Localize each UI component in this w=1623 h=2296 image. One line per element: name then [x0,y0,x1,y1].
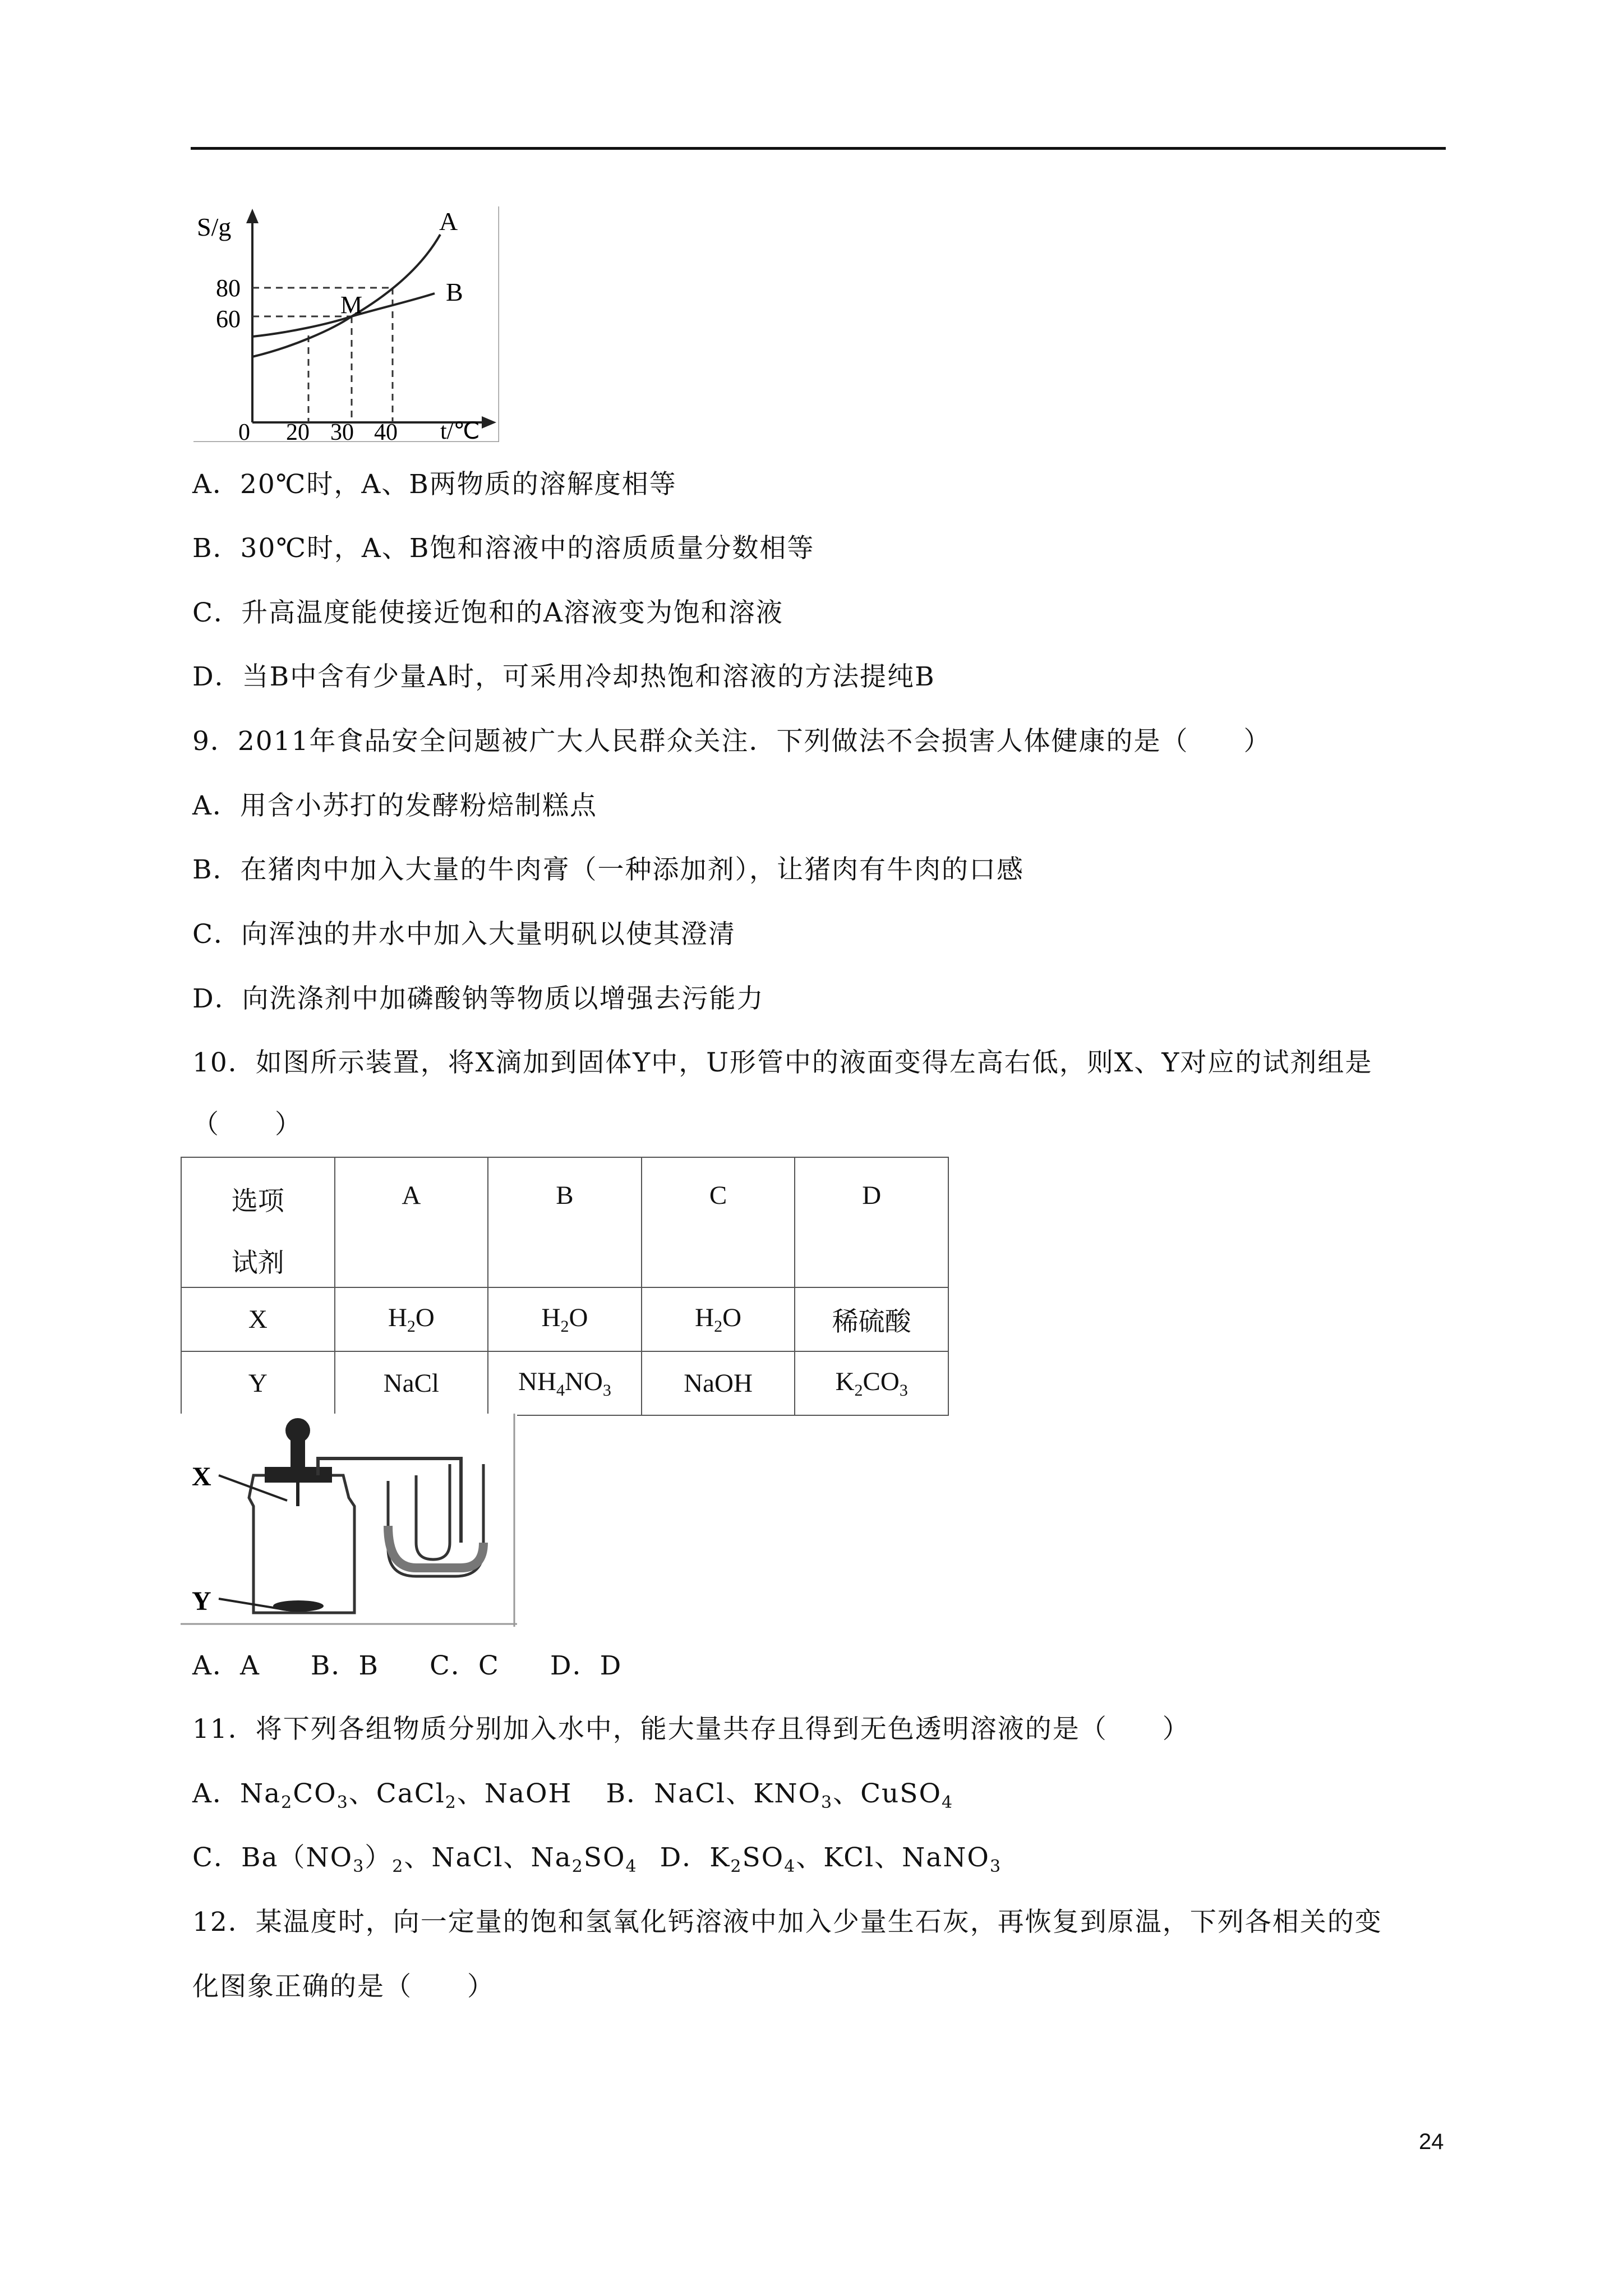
column-header: B [488,1157,642,1287]
reagent-table [181,1157,949,1416]
column-header: D [795,1157,948,1287]
q10-answers [192,1649,672,1683]
row-label-y: Y [181,1351,335,1415]
q10-stem-cont: （ ） [192,1109,302,1140]
page-number: 24 [1419,2129,1444,2154]
y-tick-80: 80 [216,274,241,302]
q8-option-d: D．当B中含有少量A时，可采用冷却热饱和溶液的方法提纯B [192,661,935,692]
q9-stem: 9．2011年食品安全问题被广大人民群众关注．下列做法不会损害人体健康的是（ ） [192,726,1271,757]
x-tick-20: 20 [286,420,310,442]
q12-stem-cont: 化图象正确的是（ ） [192,1971,495,2002]
curve-b-label: B [446,278,463,306]
column-header: A [335,1157,488,1287]
table-cell: $K_2CO_3$ [795,1351,948,1415]
q9-option-b: B．在猪肉中加入大量的牛肉膏（一种添加剂），让猪肉有牛肉的口感 [192,854,1025,885]
q10-answer-c: C．C [429,1650,500,1681]
q10-answer-b: B．B [310,1650,379,1681]
row-label-x: X [181,1287,335,1351]
q11-stem: 11．将下列各组物质分别加入水中，能大量共存且得到无色透明溶液的是（ ） [192,1714,1190,1745]
q10-answer-a: A．A [192,1650,260,1681]
q8-option-b: B．30℃时，A、B饱和溶液中的溶质质量分数相等 [192,533,815,564]
point-m-label: M [340,291,363,319]
y-axis-label: S/g [197,213,232,241]
x-tick-30: 30 [330,420,354,442]
q10-answer-d: D．D [550,1650,623,1681]
column-header: C [642,1157,795,1287]
q11-options-ab: A．$Na_2CO_3$、CaCl$_2$、NaOH B．NaCl、$KNO_3$、CuSO$_4$ [192,1778,954,1812]
x-axis-label: t/℃ [440,418,480,442]
x-tick-40: 40 [374,420,398,442]
q12-stem: 12．某温度时，向一定量的饱和氢氧化钙溶液中加入少量生石灰，再恢复到原温，下列各相关的变 [192,1907,1382,1938]
table-cell: 稀硫酸 [795,1287,948,1351]
label-y: Y [192,1586,211,1616]
header-reagent-label: 试剂 [231,1249,284,1278]
q9-option-c: C．向浑浊的井水中加入大量明矾以使其澄清 [192,919,736,950]
y-tick-60: 60 [216,305,241,333]
q8-option-c: C．升高温度能使接近饱和的A溶液变为饱和溶液 [192,597,783,628]
x-tick-0: 0 [238,420,250,442]
q11-options-cd: C．$Ba(NO_3)_2$、NaCl、$Na_2SO_4$ D．$K_2SO_4$、KCl、NaNO$_3$ [192,1842,1002,1876]
header-rule [191,147,1446,150]
label-x: X [192,1462,211,1492]
table-cell: NaOH [642,1351,795,1415]
table-cell: $NH_4NO_3$ [488,1351,642,1415]
table-cell: $H_2O$ [642,1287,795,1351]
table-cell: NaCl [335,1351,488,1415]
table-cell: $H_2O$ [335,1287,488,1351]
table-cell: $H_2O$ [488,1287,642,1351]
header-option-label: 选项 [231,1187,284,1216]
q9-option-a: A．用含小苏打的发酵粉焙制糕点 [192,790,597,821]
table-header-corner [181,1157,335,1287]
q8-option-a: A．20℃时，A、B两物质的溶解度相等 [192,469,677,500]
solubility-graph [193,206,499,442]
q10-stem: 10．如图所示装置，将X滴加到固体Y中，U形管中的液面变得左高右低，则X、Y对应的试剂组是 [192,1047,1373,1078]
apparatus-figure [181,1414,517,1627]
q9-option-d: D．向洗涤剂中加磷酸钠等物质以增强去污能力 [192,983,764,1014]
curve-a-label: A [439,207,458,236]
